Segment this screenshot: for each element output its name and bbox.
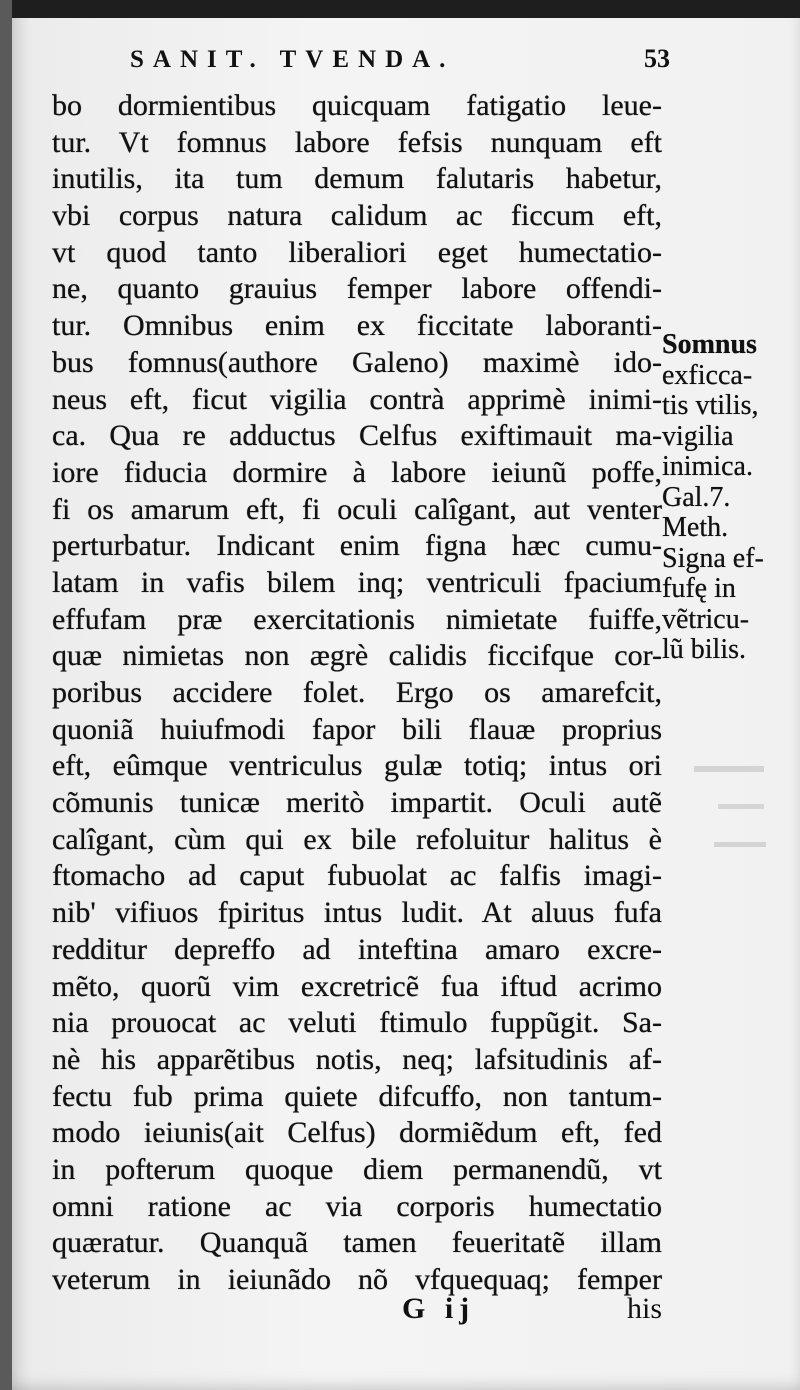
text-line: bus fomnus(authore Galeno) maximè ido- [52, 345, 662, 379]
margin-note-line: inimica. [662, 451, 753, 482]
text-line: ne, quanto grauius femper labore offendi- [52, 272, 662, 306]
text-line: perturbatur. Indicant enim figna hæc cumu- [52, 529, 662, 563]
text-line: neus eft, ficut vigilia contrà apprimè inimi- [52, 382, 662, 416]
text-line: inutilis, ita tum demum falutaris habetur, [52, 162, 662, 196]
bleed-through-icon [690, 760, 790, 870]
text-line: tur. Omnibus enim ex ficcitate laboranti- [52, 309, 662, 343]
text-line: effufam præ exercitationis nimietate fuiffe, [52, 602, 662, 636]
text-line: mẽto, quorũ vim excretricẽ fua iftud acrimo [52, 969, 662, 1003]
margin-note-line: Meth. [662, 512, 729, 543]
text-line: quæ nimietas non ægrè calidis ficcifque cor- [52, 639, 662, 673]
margin-note-line: vigilia [662, 420, 734, 452]
text-line: veterum in ieiunãdo nõ vfquequaq; femper [52, 1263, 662, 1296]
text-line: bo dormientibus quicquam fatigatio leue- [52, 89, 662, 122]
signature-mark: G ij [402, 1292, 476, 1325]
margin-note-line: vẽtricu- [662, 603, 750, 635]
text-line: fi os amarum eft, fi oculi calîgant, aut venter [52, 492, 662, 526]
text-line: omni ratione ac via corporis humectatio [52, 1189, 662, 1223]
text-line: iore fiducia dormire à labore ieiunũ poffe, [52, 455, 662, 489]
scan-border-gutter [0, 0, 12, 1390]
margin-note-line: Gal.7. [662, 481, 731, 513]
text-line: nè his apparẽtibus notis, neq; lafsitudinis af- [52, 1042, 662, 1076]
running-head: SANIT. TVENDA. [130, 46, 455, 73]
text-line: cõmunis tunicæ meritò impartit. Oculi autẽ [52, 786, 662, 820]
bleed-through-marks [690, 760, 790, 876]
text-line: fectu fub prima quiete difcuffo, non tantum- [52, 1079, 662, 1113]
margin-note-line: exficca- [662, 359, 753, 391]
text-line: vbi corpus natura calidum ac ficcum eft, [52, 199, 662, 233]
text-line: in pofterum quoque diem permanendũ, vt [52, 1152, 662, 1186]
page-footer [52, 1292, 662, 1332]
text-line: latam in vafis bilem inq; ventriculi fpacium [52, 565, 662, 599]
page-header [130, 40, 670, 80]
text-line: nib' vifiuos fpiritus intus ludit. At aluus fufa [52, 896, 662, 930]
text-line: ftomacho ad caput fubuolat ac falfis imagi- [52, 859, 662, 893]
text-line: quoniã huiufmodi fapor bili flauæ proprius [52, 712, 662, 746]
text-line: quæratur. Quanquã tamen feueritatẽ illam [52, 1226, 662, 1260]
text-line: nia prouocat ac veluti ftimulo fuppũgit. Sa- [52, 1006, 662, 1040]
text-line: ca. Qua re adductus Celfus exiftimauit ma- [52, 419, 662, 453]
text-line: tur. Vt fomnus labore fefsis nunquam eft [52, 125, 662, 159]
text-line: modo ieiunis(ait Celfus) dormiẽdum eft, fed [52, 1116, 662, 1150]
text-line: eft, eûmque ventriculus gulæ totiq; intus ori [52, 749, 662, 783]
main-text-block [52, 88, 662, 1299]
margin-note-line: lũ bilis. [662, 634, 747, 665]
catchword: his [626, 1292, 662, 1325]
margin-note-line: tis vtilis, [662, 390, 759, 421]
text-line: redditur depreffo ad inteftina amaro excre- [52, 932, 662, 966]
text-line: vt quod tanto liberaliori eget humectatio- [52, 235, 662, 269]
text-line: poribus accidere folet. Ergo os amarefcit, [52, 676, 662, 709]
margin-note-line: Somnus [662, 329, 757, 360]
text-line: calîgant, cùm qui ex bile refoluitur halitus è [52, 822, 662, 856]
scan-border-top [0, 0, 800, 18]
margin-note-line: fufę in [662, 573, 736, 604]
margin-note-line: Signa ef- [662, 542, 764, 574]
marginal-notes [662, 330, 792, 666]
page-number: 53 [644, 44, 670, 73]
